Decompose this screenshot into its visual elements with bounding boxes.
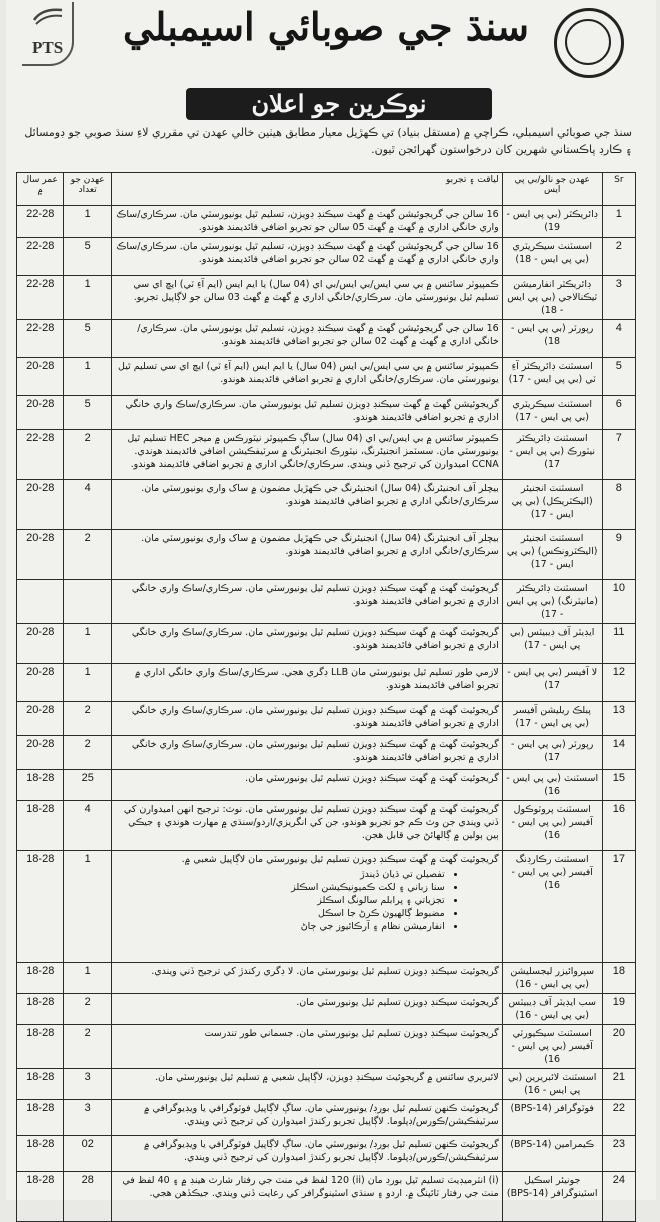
skills-list-item: • تجزياتي ۽ پرابلم سالونگ اسڪلز [115, 894, 445, 907]
cell-post: اسسٽنٽ انجنيئر (اليڪٽرونڪس) (بي پي ايس - 17) [502, 530, 602, 580]
qualification-text: بيچلر آف انجنيئرنگ (04 سال) انجنيئرنگ جي ڪهڙيل مضمون ۾ ساک واري يونيورسٽي مان. سرڪاري/خانگي اداري ۾ تجربو اضافي فائديمند هوندو. [141, 533, 499, 557]
cell-post: اسسٽنٽ سيڪيورٽي آفيسر (بي پي ايس - 16) [502, 1025, 602, 1069]
cell-age: 18-28 [17, 770, 64, 801]
assembly-title: سنڌ جي صوبائي اسيمبلي [123, 4, 529, 49]
qualification-text: لائبريري سائنس ۾ گريجوئيٽ سيڪنڊ ڊويزن، لاڳاپيل شعبي ۾ تسليم ٿيل يونيورسٽي مان. [155, 1072, 499, 1083]
cell-sr: 14 [602, 736, 635, 770]
pts-logo-text: PTS [32, 38, 64, 57]
cell-count: 3 [64, 1069, 111, 1100]
cell-count: 1 [64, 206, 111, 238]
cell-age [17, 580, 64, 624]
cell-sr: 12 [602, 664, 635, 702]
cell-count: 2 [64, 530, 111, 580]
cell-qualification [111, 1100, 502, 1136]
jobs-table-wrapper [16, 172, 636, 1222]
cell-sr: 6 [602, 396, 635, 430]
qualification-text: بيچلر آف انجنيئرنگ (04 سال) انجنيئرنگ جي ڪهڙيل مضمون ۾ ساک واري يونيورسٽي مان. سرڪاري/خانگي اداري ۾ تجربو اضافي فائديمند هوندو. [141, 483, 499, 507]
cell-sr: 18 [602, 963, 635, 994]
qualification-text: گريجوئيٽ سيڪنڊ ڊويزن تسليم ٿيل يونيورسٽي مان. لا ڊگري رکندڙ کي ترجيح ڏني ويندي. [151, 966, 499, 977]
cell-count: 1 [64, 963, 111, 994]
cell-count: 28 [64, 1172, 111, 1222]
cell-count: 4 [64, 480, 111, 530]
cell-count: 5 [64, 238, 111, 276]
cell-post: جونيئر اسڪيل اسٽينوگرافر (BPS-14) [502, 1172, 602, 1222]
cell-count: 02 [64, 1136, 111, 1172]
cell-count: 25 [64, 770, 111, 801]
cell-sr: 5 [602, 358, 635, 396]
cell-post: اسسٽنٽ ڊائريڪٽر (مانيٽرنگ) (بي پي ايس - 17) [502, 580, 602, 624]
cell-post: اسسٽنٽ انجنيئر (اليڪٽريڪل) (بي پي ايس - 17) [502, 480, 602, 530]
cell-age: 20-28 [17, 530, 64, 580]
qualification-text: 16 سالن جي گريجوئيشن گهٽ ۾ گهٽ سيڪنڊ ڊويزن، تسليم ٿيل يونيورسٽي مان. سرڪاري/ساڪ واري خانگي اداري ۾ گهٽ ۾ گهٽ 05 سالن جو تجربو اضافي فائديمند هوندو. [116, 209, 499, 233]
table-row [17, 994, 636, 1025]
cell-sr: 22 [602, 1100, 635, 1136]
cell-qualification [111, 396, 502, 430]
jobs-table [16, 172, 636, 1222]
qualification-text: ڪمپيوٽر سائنس ۾ بي سي ايس/بي ايس/بي اي (04 سال) يا ايم ايس (ايم آءِ ٽي) ايڇ اي سي تسليم ٿيل يونيورسٽي مان. سرڪاري/خانگي اداري ۾ گهٽ ۾ گهٽ 03 سالن جو لاڳاپيل تجربو. [133, 279, 499, 303]
qualification-text: گريجوئيٽ گهٽ ۾ گهٽ سيڪنڊ ڊويزن تسليم ٿيل يونيورسٽي مان. سرڪاري/ساڪ واري خانگي اداري ۾ تجربو اضافي فائديمند هوندو. [131, 705, 499, 729]
table-header-row [17, 173, 636, 206]
cell-qualification [111, 1136, 502, 1172]
table-row [17, 206, 636, 238]
cell-qualification [111, 963, 502, 994]
cell-post: رپورٽر (بي پي ايس - 18) [502, 320, 602, 358]
pts-logo [22, 2, 74, 66]
cell-post: اسسٽنٽ (بي پي ايس - 16) [502, 770, 602, 801]
cell-qualification [111, 1069, 502, 1100]
table-row [17, 358, 636, 396]
table-row [17, 580, 636, 624]
cell-count: 1 [64, 624, 111, 664]
qualification-text: (i) انٽرميڊيٽ تسليم ٿيل بورڊ مان (ii) 120 لفظ في منٽ جي رفتار شارٽ هينڊ ۾ ۽ 40 لفظ في منٽ جي رفتار ٽائپنگ ۾. اردو ۽ سنڌي اسٽينوگرافر کي رعايت ڏني ويندي. جيڪڏهن هجي. [122, 1175, 499, 1199]
cell-sr: 4 [602, 320, 635, 358]
cell-post: اسسٽنٽ سيڪريٽري (بي پي ايس - 18) [502, 238, 602, 276]
cell-qualification [111, 1172, 502, 1222]
cell-age: 18-28 [17, 1025, 64, 1069]
cell-age: 18-28 [17, 1172, 64, 1222]
skills-list-item: • تفصيلن تي ڌيان ڏيندڙ [115, 868, 445, 881]
table-row [17, 1069, 636, 1100]
cell-count: 2 [64, 994, 111, 1025]
cell-post: رپورٽر (بي پي ايس - 17) [502, 736, 602, 770]
cell-qualification [111, 480, 502, 530]
cell-sr: 1 [602, 206, 635, 238]
pts-mark-icon [32, 6, 64, 26]
qualification-text: گريجوئيٽ سيڪنڊ ڊويزن تسليم ٿيل يونيورسٽي مان. [296, 997, 499, 1008]
cell-count [64, 580, 111, 624]
qualification-text: گريجوئيشن گهٽ ۾ گهٽ سيڪنڊ ڊويزن تسليم ٿيل يونيورسٽي مان. سرڪاري/ساڪ واري خانگي اداري ۾ تجربو اضافي فائديمند هوندو. [125, 399, 499, 423]
cell-age: 20-28 [17, 702, 64, 736]
skills-list-item: • انفارميشن نظام ۽ آرڪائيوز جي ڄاڻ [115, 920, 445, 933]
cell-age: 20-28 [17, 624, 64, 664]
cell-sr: 10 [602, 580, 635, 624]
cell-sr: 15 [602, 770, 635, 801]
table-row [17, 736, 636, 770]
cell-qualification [111, 358, 502, 396]
newspaper-page [6, 0, 656, 1200]
cell-qualification [111, 624, 502, 664]
cell-post: اسسٽنٽ ڊائريڪٽر آءِ ٽي (بي پي ايس - 17) [502, 358, 602, 396]
cell-qualification [111, 320, 502, 358]
cell-age: 20-28 [17, 358, 64, 396]
cell-count: 4 [64, 801, 111, 851]
cell-count: 1 [64, 664, 111, 702]
table-row [17, 276, 636, 320]
table-row [17, 664, 636, 702]
cell-post: ڊائريڪٽر انفارميشن ٽيڪنالاجي (بي پي ايس - 18) [502, 276, 602, 320]
cell-post: ڊائريڪٽر (بي پي ايس - 19) [502, 206, 602, 238]
seal-inner-ring [565, 19, 611, 65]
table-row [17, 530, 636, 580]
qualification-text: گريجوئيٽ گهٽ ۾ گهٽ سيڪنڊ ڊويزن تسليم ٿيل يونيورسٽي مان. سرڪاري/ساڪ واري خانگي اداري ۾ تجربو اضافي فائديمند هوندو. [131, 739, 499, 763]
cell-age: 22-28 [17, 206, 64, 238]
cell-post: لا آفيسر (بي پي ايس - 17) [502, 664, 602, 702]
qualification-text: گريجوئيٽ گهٽ ۾ گهٽ سيڪنڊ ڊويزن تسليم ٿيل يونيورسٽي مان. [245, 773, 499, 784]
cell-qualification [111, 664, 502, 702]
cell-sr: 23 [602, 1136, 635, 1172]
cell-age: 18-28 [17, 1100, 64, 1136]
cell-age: 20-28 [17, 480, 64, 530]
cell-post: اسسٽنٽ ڊائريڪٽر نيٽورڪ (بي پي ايس - 17) [502, 430, 602, 480]
cell-qualification [111, 801, 502, 851]
table-row [17, 320, 636, 358]
cell-sr: 24 [602, 1172, 635, 1222]
cell-count: 2 [64, 1025, 111, 1069]
cell-qualification [111, 580, 502, 624]
cell-age: 20-28 [17, 396, 64, 430]
qualification-text: گريجوئيٽ گهٽ ۾ گهٽ سيڪنڊ ڊويزن تسليم ٿيل يونيورسٽي مان. سرڪاري/ساڪ واري خانگي اداري ۾ تجربو اضافي فائديمند هوندو. [131, 583, 499, 607]
cell-age: 18-28 [17, 1136, 64, 1172]
table-row [17, 1172, 636, 1222]
table-row [17, 1136, 636, 1172]
header [6, 0, 656, 84]
cell-qualification [111, 702, 502, 736]
cell-post: ايڊيٽر آف ڊيبيٽس (بي پي ايس - 17) [502, 624, 602, 664]
cell-post: اسسٽنٽ لائبريرين (بي پي ايس - 16) [502, 1069, 602, 1100]
qualification-text: گريجوئيٽ ڪنهن تسليم ٿيل بورڊ/ يونيورسٽي مان. ساڳ لاڳاپيل فوٽوگرافي يا ويڊيوگرافي ۾ سرٽيفڪيشن/ڪورس/ڊپلوما. لاڳاپيل تجربو رکندڙ اميدوارن کي ترجيح ڏني ويندي. [143, 1139, 499, 1163]
cell-age: 18-28 [17, 963, 64, 994]
cell-post: اسسٽنٽ سيڪريٽري (بي پي ايس - 17) [502, 396, 602, 430]
cell-sr: 19 [602, 994, 635, 1025]
cell-age: 22-28 [17, 238, 64, 276]
cell-age: 22-28 [17, 320, 64, 358]
cell-post: پبلڪ ريليشن آفيسر (بي پي ايس - 17) [502, 702, 602, 736]
cell-qualification [111, 736, 502, 770]
qualification-text: گريجوئيٽ ڪنهن تسليم ٿيل بورڊ/ يونيورسٽي مان. ساڳ لاڳاپيل فوٽوگرافي يا ويڊيوگرافي ۾ سرٽيفڪيشن/ڪورس/ڊپلوما. لاڳاپيل تجربو رکندڙ اميدوارن کي ترجيح ڏني ويندي. [143, 1103, 499, 1127]
table-row [17, 963, 636, 994]
table-row [17, 851, 636, 963]
table-body [17, 206, 636, 1222]
header-post: عهدن جو نالو/بي پي ايس [502, 173, 602, 206]
cell-count: 2 [64, 736, 111, 770]
cell-count: 1 [64, 358, 111, 396]
skills-list-item: • مضبوط ڳالهيون ڪرڻ جا اسڪل [115, 907, 445, 920]
qualification-text: گريجوئيٽ گهٽ ۾ گهٽ سيڪنڊ ڊويزن تسليم ٿيل يونيورسٽي مان. سرڪاري/ساڪ واري خانگي اداري ۾ تجربو اضافي فائديمند هوندو. [131, 627, 499, 651]
cell-post: اسسٽنٽ پروٽوڪول آفيسر (بي پي ايس - 16) [502, 801, 602, 851]
cell-sr: 3 [602, 276, 635, 320]
header-qualification: لياقت ۽ تجربو [111, 173, 502, 206]
cell-qualification [111, 276, 502, 320]
cell-sr: 17 [602, 851, 635, 963]
cell-sr: 16 [602, 801, 635, 851]
cell-qualification [111, 770, 502, 801]
qualification-text: 16 سالن جي گريجوئيشن گهٽ ۾ گهٽ سيڪنڊ ڊويزن، تسليم ٿيل يونيورسٽي مان. سرڪاري/ساڪ واري خانگي اداري ۾ گهٽ ۾ گهٽ 02 سالن جو تجربو اضافي فائديمند هوندو. [116, 241, 499, 265]
table-row [17, 1100, 636, 1136]
header-age: عمر سال ۾ [17, 173, 64, 206]
qualification-text: ڪمپيوٽر سائنس ۾ بي ايس/بي اي (04 سال) ساڳ ڪمپيوٽر نيٽورڪس ۾ ميجر HEC تسليم ٿيل يونيورسٽي مان. سسٽمز انجنيئرنگ، نيٽورڪ انجنيئرنگ ۾ سرٽيفڪيشن اضافي فائديمند هوندي. CCNA اميدوارن کي ترجيح ڏني ويندي. سرڪاري/خانگي اداري ۾ تجربو اضافي فائديمند هوندو. [127, 433, 499, 470]
cell-age: 20-28 [17, 664, 64, 702]
cell-qualification [111, 430, 502, 480]
cell-count: 2 [64, 702, 111, 736]
table-row [17, 770, 636, 801]
cell-qualification [111, 994, 502, 1025]
cell-count: 2 [64, 430, 111, 480]
table-row [17, 396, 636, 430]
cell-sr: 8 [602, 480, 635, 530]
table-row [17, 801, 636, 851]
cell-sr: 9 [602, 530, 635, 580]
cell-qualification [111, 238, 502, 276]
table-row [17, 702, 636, 736]
cell-post: اسسٽنٽ رڪارڊنگ آفيسر (بي پي ايس - 16) [502, 851, 602, 963]
cell-count: 1 [64, 851, 111, 963]
cell-age: 18-28 [17, 851, 64, 963]
cell-count: 5 [64, 396, 111, 430]
cell-post: سپروائيزر ليجسليشن (بي پي ايس - 16) [502, 963, 602, 994]
header-sr: Sr [602, 173, 635, 206]
table-row [17, 480, 636, 530]
qualification-text: لازمي طور تسليم ٿيل يونيورسٽي مان LLB ڊگري هجي. سرڪاري/ساڪ واري خانگي اداري ۾ تجربو اضافي فائديمند هوندو. [134, 667, 499, 691]
qualification-text: گريجوئيٽ گهٽ ۾ گهٽ سيڪنڊ ڊويزن تسليم ٿيل يونيورسٽي مان. نوٽ: ترجيح انهن اميدوارن کي ڏني ويندي جن وٽ ڪم جو تجربو هوندو، جن کي انگريزي/اردو/سنڌي ۾ مهارت هوندي ۽ جيڪي ٻين ٻولين ۾ ڳالهائڻ جي قابل هجن. [123, 804, 499, 841]
cell-sr: 20 [602, 1025, 635, 1069]
qualification-text: گريجوئيٽ گهٽ ۾ گهٽ سيڪنڊ ڊويزن تسليم ٿيل يونيورسٽي مان لاڳاپيل شعبي ۾. [181, 854, 499, 865]
table-row [17, 238, 636, 276]
cell-age: 22-28 [17, 430, 64, 480]
cell-age: 18-28 [17, 994, 64, 1025]
cell-qualification [111, 530, 502, 580]
cell-age: 18-28 [17, 801, 64, 851]
cell-post: سب ايڊيٽر آف ڊيبيٽس (بي پي ايس - 16) [502, 994, 602, 1025]
cell-count: 5 [64, 320, 111, 358]
intro-paragraph: سنڌ جي صوبائي اسيمبلي، ڪراچي ۾ (مستقل بنياد) تي ڪهڙيل معيار مطابق هيٺين خالي عهدن تي مقرري لاءِ سنڌ صوبي جو ڊومسائل ۽ ڪارڊ پاڪستاني شهرين کان درخواستون گهرائجن ٿيون. [24, 126, 632, 156]
assembly-seal-icon [554, 8, 624, 78]
cell-sr: 2 [602, 238, 635, 276]
cell-age: 20-28 [17, 736, 64, 770]
cell-post: فوٽوگرافر (BPS-14) [502, 1100, 602, 1136]
cell-sr: 13 [602, 702, 635, 736]
table-row [17, 624, 636, 664]
jobs-banner: نوڪرين جو اعلان [186, 88, 492, 120]
table-row [17, 430, 636, 480]
cell-sr: 21 [602, 1069, 635, 1100]
table-row [17, 1025, 636, 1069]
cell-qualification [111, 206, 502, 238]
cell-sr: 7 [602, 430, 635, 480]
qualification-text: 16 سالن جي گريجوئيشن گهٽ ۾ گهٽ سيڪنڊ ڊويزن، تسليم ٿيل يونيورسٽي مان. سرڪاري/خانگي اداري ۾ گهٽ ۾ گهٽ 02 سالن جو تجربو اضافي فائديمند هوندو. [137, 323, 499, 347]
qualification-text: ڪمپيوٽر سائنس ۾ بي سي ايس/بي ايس (04 سال) يا ايم ايس (ايم آءِ ٽي) ايڇ اي سي تسليم ٿيل يونيورسٽي مان. سرڪاري/خانگي اداري ۾ تجربو اضافي فائديمند هوندو. [118, 361, 499, 385]
cell-sr: 11 [602, 624, 635, 664]
cell-qualification [111, 1025, 502, 1069]
cell-age: 18-28 [17, 1069, 64, 1100]
cell-post: ڪيمرامين (BPS-14) [502, 1136, 602, 1172]
qualification-text: گريجوئيٽ سيڪنڊ ڊويزن تسليم ٿيل يونيورسٽي مان. جسماني طور تندرست [204, 1028, 499, 1039]
cell-qualification [111, 851, 502, 963]
cell-count: 3 [64, 1100, 111, 1136]
cell-age: 22-28 [17, 276, 64, 320]
cell-count: 1 [64, 276, 111, 320]
skills-list-item: • سنا زباني ۽ لکت ڪميونيڪيشن اسڪلز [115, 881, 445, 894]
skills-list [115, 868, 459, 933]
header-count: عهدن جو تعداد [64, 173, 111, 206]
